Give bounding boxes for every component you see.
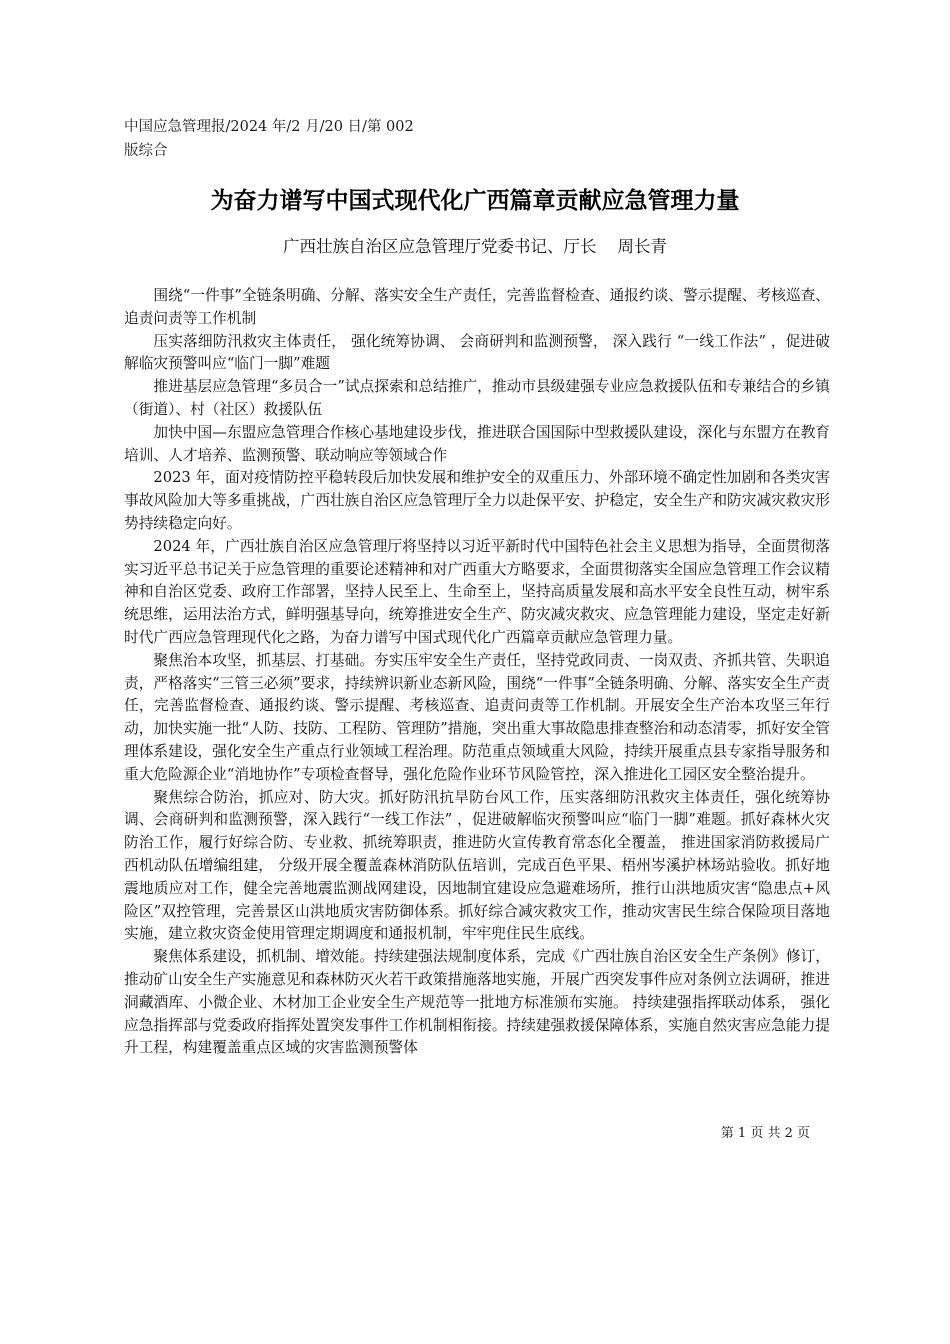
article-author: 广西壮族自治区应急管理厅党委书记、厅长 周长青 (283, 237, 667, 256)
paragraph: 聚焦体系建设，抓机制、增效能。持续建强法规制度体系，完成《广西壮族自治区安全生产条例》修订，推动矿山安全生产实施意见和森林防灭火若干政策措施落地实施，开展广西突发事件应对条例立法调研，推进洞藏酒库、小微企业、木材加工企业安全生产规范等一批地方标准颁布实施。 持续建强指挥联动体系， 强化应急指挥部与党委政府指挥处置突发事件工作机制相衔接。持续建强救援保障体系，实施自然灾害应急能力提升工程，构建覆盖重点区域的灾害监测预警体 (124, 948, 830, 1057)
paragraph: 聚焦综合防治，抓应对、防大灾。抓好防汛抗旱防台风工作，压实落细防汛救灾主体责任，强化统筹协调、会商研判和监测预警，深入践行“一线工作法” ，促进破解临灾预警叫应“临门一脚”难题。抓好森林火灾防治工作，履行好综合防、专业救、抓统筹职责，推进防火宣传教育常态化全覆盖， 推进国家消防救援局广西机动队伍增编组建， 分级开展全覆盖森林消防队伍培训，完成百色平果、梧州岑溪护林场站验收。抓好地震地质应对工作，健全完善地震监测战网建设，因地制宜建设应急避难场所，推行山洪地质灾害“隐患点+风险区”双控管理，完善景区山洪地质灾害防御体系。抓好综合减灾救灾工作，推动灾害民生综合保险项目落地实施，建立救灾资金使用管理定期调度和通报机制，牢牢兜住民生底线。 (124, 788, 830, 943)
paragraph: 聚焦治本攻坚，抓基层、打基础。夯实压牢安全生产责任，坚持党政同责、一岗双责、齐抓共管、失职追责，严格落实“三管三必须”要求，持续辨识新业态新风险，围绕“一件事”全链条明确、分解、落实安全生产责任，完善监督检查、通报约谈、警示提醒、考核巡查、追责问责等工作机制。开展安全生产治本攻坚三年行动，加快实施一批“人防、技防、工程防、管理防”措施，突出重大事故隐患排查整治和动态清零，抓好安全管理体系建设，强化安全生产重点行业领域工程治理。防范重点领域重大风险，持续开展重点县专家指导服务和重大危险源企业“消地协作”专项检查督导，强化危险作业环节风险管控，深入推进化工园区安全整治提升。 (124, 651, 830, 783)
paragraph: 围绕“一件事”全链条明确、分解、落实安全生产责任，完善监督检查、通报约谈、警示提醒、考核巡查、追责问责等工作机制 (124, 287, 830, 327)
paragraph: 2024 年，广西壮族自治区应急管理厅将坚持以习近平新时代中国特色社会主义思想为指导，全面贯彻落实习近平总书记关于应急管理的重要论述精神和对广西重大方略要求，全面贯彻落实全国应急管理工作会议精神和自治区党委、政府工作部署，坚持人民至上、生命至上，坚持高质量发展和高水平安全良性互动，树牢系统思维，运用法治方式，鲜明强基导向，统筹推进安全生产、防灾减灾救灾、应急管理能力建设，坚定走好新时代广西应急管理现代化之路，为奋力谱写中国式现代化广西篇章贡献应急管理力量。 (124, 537, 830, 646)
source-line: 中国应急管理报/2024 年/2 月/20 日/第 002 版综合 (124, 119, 414, 159)
paragraph: 压实落细防汛救灾主体责任， 强化统筹协调、 会商研判和监测预警， 深入践行 “一线工作法” ，促进破解临灾预警叫应“临门一脚”难题 (124, 332, 830, 373)
paragraph: 2023 年，面对疫情防控平稳转段后加快发展和维护安全的双重压力、外部环境不确定性加剧和各类灾害事故风险加大等多重挑战，广西壮族自治区应急管理厅全力以赴保平安、护稳定，安全生产和防灾减灾救灾形势持续稳定向好。 (124, 469, 830, 532)
paragraph: 加快中国—东盟应急管理合作核心基地建设步伐，推进联合国国际中型救援队建设，深化与东盟方在教育培训、人才培养、监测预警、联动响应等领域合作 (124, 423, 830, 464)
article-body (124, 285, 830, 1060)
paragraph: 推进基层应急管理“多员合一”试点探索和总结推广，推动市县级建强专业应急救援队伍和专兼结合的乡镇（街道）、村（社区）救援队伍 (124, 378, 830, 418)
page-number: 第 1 页 共 2 页 (720, 1126, 810, 1141)
article-title: 为奋力谱写中国式现代化广西篇章贡献应急管理力量 (210, 188, 740, 214)
